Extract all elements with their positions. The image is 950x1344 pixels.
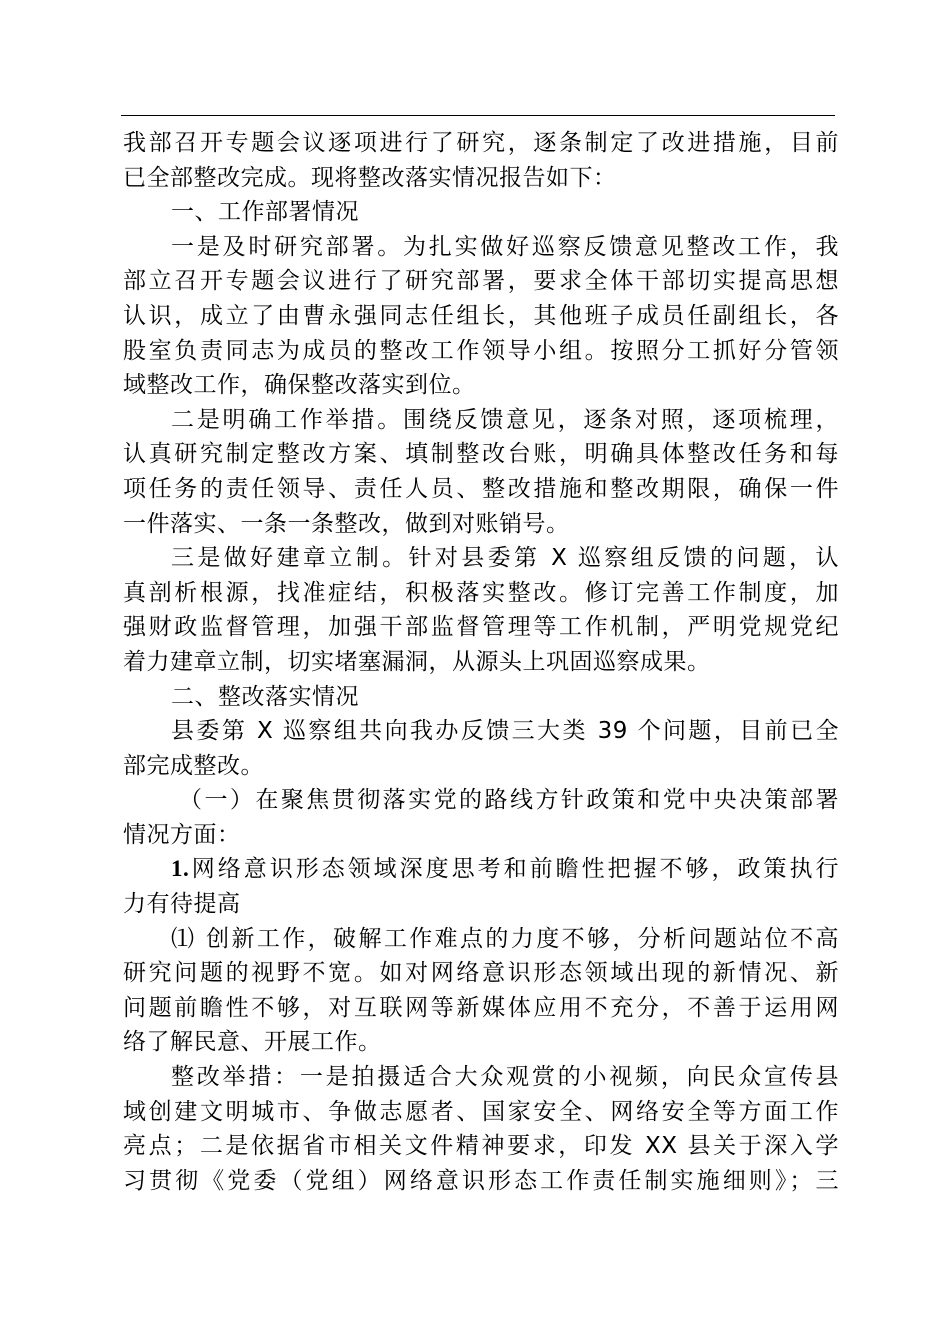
- text-line: 认识，成立了由曹永强同志任组长，其他班子成员任副组长，各: [123, 302, 839, 329]
- text-line: 域创建文明城市、争做志愿者、国家安全、网络安全等方面工作: [123, 1098, 839, 1125]
- text-line: 络了解民意、开展工作。: [123, 1029, 382, 1056]
- text-line: 认真研究制定整改方案、填制整改台账，明确具体整改任务和每: [123, 441, 839, 468]
- text-line: 一件落实、一条一条整改，做到对账销号。: [123, 510, 570, 537]
- text-line: （一）在聚焦贯彻落实党的路线方针政策和党中央决策部署: [179, 787, 839, 814]
- text-line: 亮点；二是依据省市相关文件精神要求，印发 XX 县关于深入学: [123, 1133, 839, 1160]
- text-line: 整改举措：一是拍摄适合大众观赏的小视频，向民众宣传县: [171, 1064, 839, 1091]
- text-line: 着力建章立制，切实堵塞漏洞，从源头上巩固巡察成果。: [123, 648, 711, 675]
- text-line: 二、整改落实情况: [171, 683, 359, 710]
- text-line: 部完成整改。: [123, 752, 264, 779]
- text-line: 县委第 X 巡察组共向我办反馈三大类 39 个问题，目前已全: [171, 718, 839, 745]
- text-line: 问题前瞻性不够，对互联网等新媒体应用不充分，不善于运用网: [123, 994, 839, 1021]
- text-line: 情况方面：: [123, 821, 241, 848]
- text-line: 真剖析根源，找准症结，积极落实整改。修订完善工作制度，加: [123, 579, 839, 606]
- text-line: 二是明确工作举措。围绕反馈意见，逐条对照，逐项梳理，: [171, 406, 839, 433]
- text-line: 域整改工作，确保整改落实到位。: [123, 372, 476, 399]
- text-line: 我部召开专题会议逐项进行了研究，逐条制定了改进措施，目前: [123, 130, 839, 156]
- document-body: [123, 126, 839, 1198]
- text-line: 一是及时研究部署。为扎实做好巡察反馈意见整改工作，我: [171, 233, 839, 260]
- text-line: 三是做好建章立制。针对县委第 X 巡察组反馈的问题，认: [171, 545, 839, 572]
- text-line: ⑴ 创新工作，破解工作难点的力度不够，分析问题站位不高: [171, 925, 839, 952]
- text-line: 强财政监督管理，加强干部监督管理等工作机制，严明党规党纪: [123, 614, 839, 641]
- text-line: 研究问题的视野不宽。如对网络意识形态领域出现的新情况、新: [123, 960, 839, 987]
- item-number: 1.: [171, 856, 190, 882]
- text-line: 股室负责同志为成员的整改工作领导小组。按照分工抓好分管领: [123, 337, 839, 364]
- text-line: 一、工作部署情况: [171, 199, 359, 226]
- text-line: 部立召开专题会议进行了研究部署，要求全体干部切实提高思想: [123, 268, 839, 295]
- text-line: [123, 852, 839, 887]
- text-line: 力有待提高: [123, 891, 241, 918]
- text-line: 习贯彻《党委（党组）网络意识形态工作责任制实施细则》；三: [123, 1167, 839, 1194]
- header-rule: [121, 115, 835, 116]
- text-line: 项任务的责任领导、责任人员、整改措施和整改期限，确保一件: [123, 475, 839, 502]
- text-line: 已全部整改完成。现将整改落实情况报告如下：: [123, 164, 617, 191]
- item-text: 网络意识形态领域深度思考和前瞻性把握不够，政策执行: [189, 856, 839, 883]
